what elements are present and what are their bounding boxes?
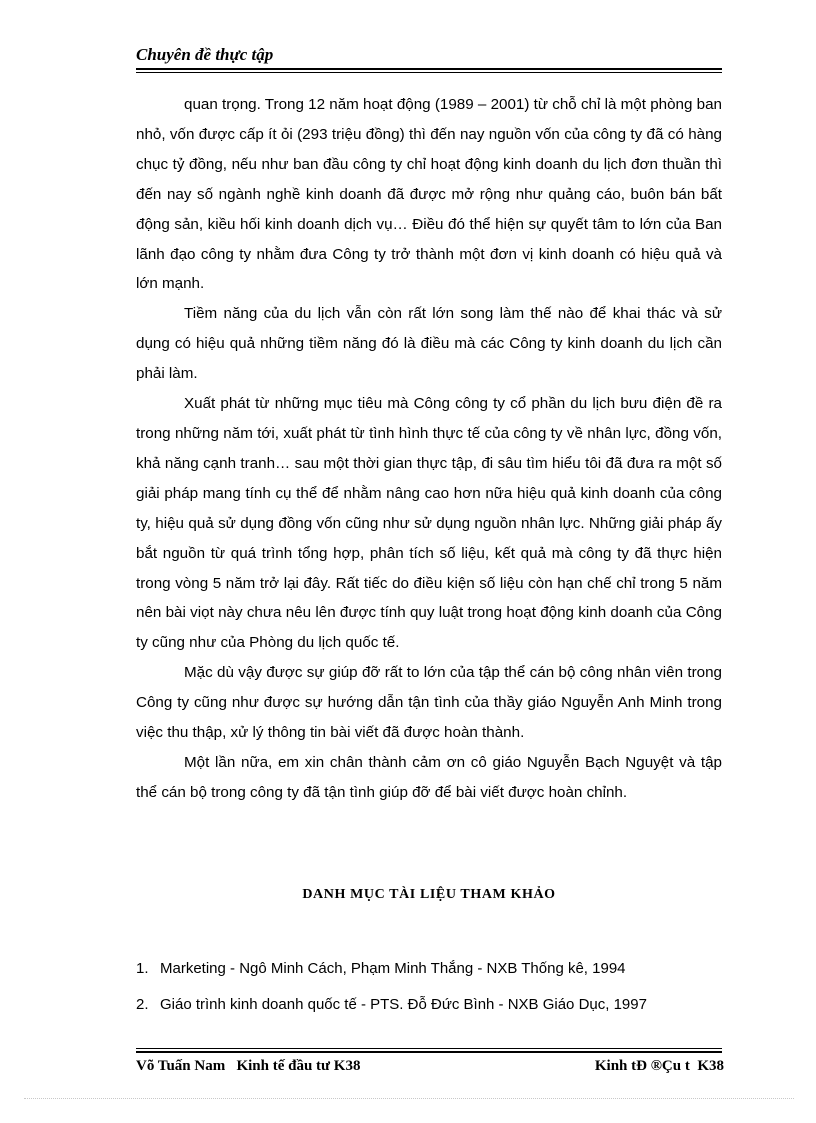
reference-text: Marketing - Ngô Minh Cách, Phạm Minh Thắng - NXB Thống kê, 1994 [160,960,626,977]
header-rule-thin [136,72,722,73]
paragraph-3: Xuất phát từ những mục tiêu mà Công công ty cổ phần du lịch bưu điện đề ra trong những năm tới, xuất phát từ tình hình thực tế của công ty về nhân lực, đồng vốn, khả năng cạnh tranh… sau một thời gian thực tập, đi sâu tìm hiểu tôi đã đưa ra một số giải pháp mang tính cụ thể để nhằm nâng cao hơn nữa hiệu quả kinh doanh của công ty, hiệu quả sử dụng đồng vốn cũng như sử dụng nguồn nhân lực. Những giải pháp ấy bắt nguồn từ quá trình tổng hợp, phân tích số liệu, kết quả mà công ty đã thực hiện trong vòng 5 năm trở lại đây. Rất tiếc do điều kiện số liệu còn hạn chế chỉ trong 5 năm nên bài viọt này chưa nêu lên được tính quy luật trong hoạt động kinh doanh của Công ty cũng như của Phòng du lịch quốc tế. [136,395,722,652]
reference-item [136,958,722,994]
footer-department: Kinh tÐ ®Çu t K38 [594,1058,724,1074]
reference-number: 1. [136,960,149,977]
reference-text: Giáo trình kinh doanh quốc tế - PTS. Đỗ Đức Bình - NXB Giáo Dục, 1997 [160,996,647,1013]
paragraph-4: Mặc dù vậy được sự giúp đỡ rất to lớn của tập thể cán bộ công nhân viên trong Công ty cũng như được sự hướng dẫn tận tình của thầy giáo Nguyễn Anh Minh trong việc thu thập, xử lý thông tin bài viết đã được hoàn thành. [136,664,722,742]
references-heading: DANH MỤC TÀI LIỆU THAM KHẢO [302,887,556,902]
paragraph-1: quan trọng. Trong 12 năm hoạt động (1989 – 2001) từ chỗ chỉ là một phòng ban nhỏ, vốn được cấp ít ỏi (293 triệu đồng) thì đến nay nguồn vốn của công ty đã có hàng chục tỷ đồng, nếu như ban đầu công ty chỉ hoạt động kinh doanh du lịch đơn thuần thì đến nay số ngành nghề kinh doanh đã được mở rộng như quảng cáo, buôn bán bất động sản, kiều hối kinh doanh dịch vụ… Điều đó thể hiện sự quyết tâm to lớn của Ban lãnh đạo công ty nhằm đưa Công ty trở thành một đơn vị kinh doanh có hiệu quả và lớn mạnh. [136,96,722,293]
footer-rule [136,1051,722,1053]
page-edge-divider [24,1098,794,1099]
footer-rule-thin [136,1048,722,1049]
footer-author: Võ Tuấn Nam Kinh tế đầu tư K38 [136,1058,361,1074]
header-rule [136,68,722,70]
body-text [136,90,722,808]
paragraph-2: Tiềm năng của du lịch vẫn còn rất lớn song làm thế nào để khai thác và sử dụng có hiệu quả những tiềm năng đó là điều mà các Công ty kinh doanh du lịch cần phải làm. [136,305,722,383]
paragraph-5: Một lần nữa, em xin chân thành cảm ơn cô giáo Nguyễn Bạch Nguyệt và tập thể cán bộ trong công ty đã tận tình giúp đỡ để bài viết được hoàn chỉnh. [136,753,722,801]
reference-item [136,994,722,1030]
references-list [136,958,722,1030]
running-header-title: Chuyên đề thực tập [136,45,274,64]
reference-number: 2. [136,996,149,1013]
